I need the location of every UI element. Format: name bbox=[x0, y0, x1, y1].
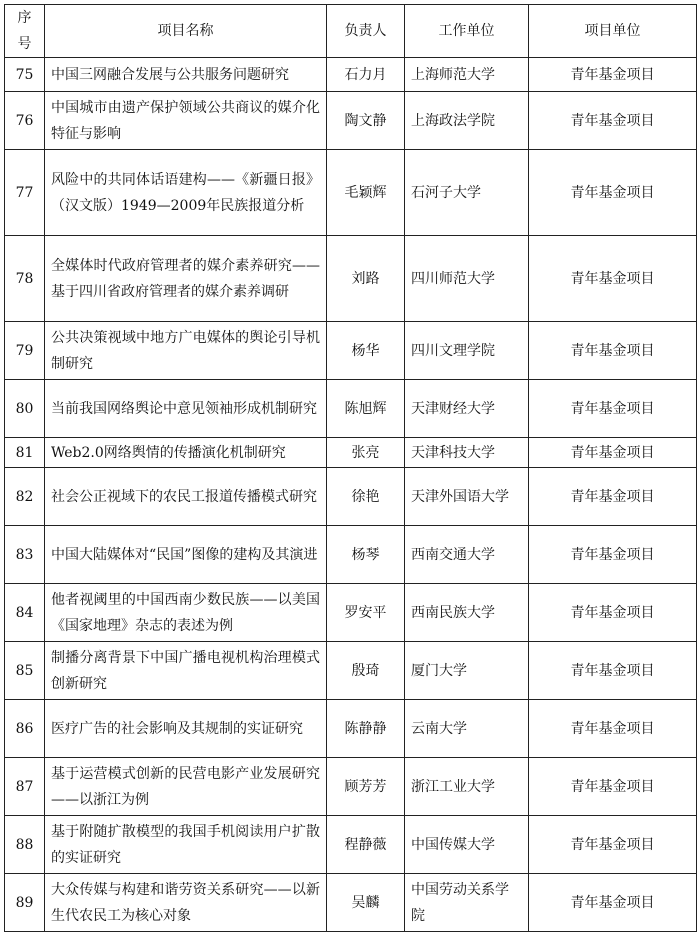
cell-project-name: 风险中的共同体话语建构——《新疆日报》（汉文版）1949—2009年民族报道分析 bbox=[45, 150, 327, 236]
cell-project-type: 青年基金项目 bbox=[529, 236, 697, 322]
cell-organization: 天津财经大学 bbox=[405, 380, 529, 438]
cell-project-type: 青年基金项目 bbox=[529, 526, 697, 584]
cell-organization: 西南交通大学 bbox=[405, 526, 529, 584]
cell-organization: 西南民族大学 bbox=[405, 584, 529, 642]
cell-project-type: 青年基金项目 bbox=[529, 700, 697, 758]
cell-project-name: 社会公正视域下的农民工报道传播模式研究 bbox=[45, 468, 327, 526]
cell-project-type: 青年基金项目 bbox=[529, 642, 697, 700]
table-row bbox=[5, 642, 697, 700]
table-body bbox=[5, 58, 697, 932]
cell-leader: 程静薇 bbox=[327, 816, 405, 874]
cell-no: 84 bbox=[5, 584, 45, 642]
table-row bbox=[5, 468, 697, 526]
cell-no: 80 bbox=[5, 380, 45, 438]
cell-leader: 杨琴 bbox=[327, 526, 405, 584]
cell-organization: 浙江工业大学 bbox=[405, 758, 529, 816]
table-row bbox=[5, 758, 697, 816]
cell-no: 89 bbox=[5, 874, 45, 932]
cell-organization: 厦门大学 bbox=[405, 642, 529, 700]
cell-organization: 中国劳动关系学院 bbox=[405, 874, 529, 932]
cell-leader: 罗安平 bbox=[327, 584, 405, 642]
cell-no: 77 bbox=[5, 150, 45, 236]
cell-project-name: 大众传媒与构建和谐劳资关系研究——以新生代农民工为核心对象 bbox=[45, 874, 327, 932]
cell-project-type: 青年基金项目 bbox=[529, 322, 697, 380]
table-row bbox=[5, 380, 697, 438]
cell-project-name: 中国城市由遗产保护领域公共商议的媒介化特征与影响 bbox=[45, 92, 327, 150]
cell-project-name: 全媒体时代政府管理者的媒介素养研究——基于四川省政府管理者的媒介素养调研 bbox=[45, 236, 327, 322]
cell-leader: 杨华 bbox=[327, 322, 405, 380]
cell-project-type: 青年基金项目 bbox=[529, 438, 697, 468]
cell-organization: 四川师范大学 bbox=[405, 236, 529, 322]
cell-project-type: 青年基金项目 bbox=[529, 468, 697, 526]
cell-project-name: 他者视阈里的中国西南少数民族——以美国《国家地理》杂志的表述为例 bbox=[45, 584, 327, 642]
table-row bbox=[5, 92, 697, 150]
cell-no: 75 bbox=[5, 58, 45, 92]
cell-project-type: 青年基金项目 bbox=[529, 58, 697, 92]
table-row bbox=[5, 526, 697, 584]
cell-leader: 陈旭辉 bbox=[327, 380, 405, 438]
cell-no: 85 bbox=[5, 642, 45, 700]
cell-project-name: 中国三网融合发展与公共服务问题研究 bbox=[45, 58, 327, 92]
header-org: 工作单位 bbox=[405, 5, 529, 58]
cell-no: 83 bbox=[5, 526, 45, 584]
cell-project-name: 基于运营模式创新的民营电影产业发展研究——以浙江为例 bbox=[45, 758, 327, 816]
cell-organization: 中国传媒大学 bbox=[405, 816, 529, 874]
header-name: 项目名称 bbox=[45, 5, 327, 58]
cell-project-name: 公共决策视域中地方广电媒体的舆论引导机制研究 bbox=[45, 322, 327, 380]
cell-project-type: 青年基金项目 bbox=[529, 92, 697, 150]
cell-no: 81 bbox=[5, 438, 45, 468]
cell-leader: 张亮 bbox=[327, 438, 405, 468]
cell-project-type: 青年基金项目 bbox=[529, 758, 697, 816]
cell-project-type: 青年基金项目 bbox=[529, 380, 697, 438]
table-row bbox=[5, 322, 697, 380]
cell-leader: 吴麟 bbox=[327, 874, 405, 932]
cell-leader: 殷琦 bbox=[327, 642, 405, 700]
cell-organization: 石河子大学 bbox=[405, 150, 529, 236]
cell-organization: 四川文理学院 bbox=[405, 322, 529, 380]
cell-leader: 顾芳芳 bbox=[327, 758, 405, 816]
cell-no: 79 bbox=[5, 322, 45, 380]
cell-organization: 天津科技大学 bbox=[405, 438, 529, 468]
cell-leader: 陶文静 bbox=[327, 92, 405, 150]
cell-project-name: 基于附随扩散模型的我国手机阅读用户扩散的实证研究 bbox=[45, 816, 327, 874]
cell-project-name: 医疗广告的社会影响及其规制的实证研究 bbox=[45, 700, 327, 758]
project-table bbox=[4, 4, 697, 932]
table-row bbox=[5, 584, 697, 642]
cell-project-type: 青年基金项目 bbox=[529, 874, 697, 932]
cell-project-type: 青年基金项目 bbox=[529, 584, 697, 642]
table-row bbox=[5, 816, 697, 874]
cell-project-type: 青年基金项目 bbox=[529, 816, 697, 874]
cell-leader: 石力月 bbox=[327, 58, 405, 92]
table-header-row bbox=[5, 5, 697, 58]
header-lead: 负责人 bbox=[327, 5, 405, 58]
cell-organization: 云南大学 bbox=[405, 700, 529, 758]
table-row bbox=[5, 438, 697, 468]
cell-organization: 上海师范大学 bbox=[405, 58, 529, 92]
table-row bbox=[5, 236, 697, 322]
table-row bbox=[5, 874, 697, 932]
cell-no: 82 bbox=[5, 468, 45, 526]
table-row bbox=[5, 700, 697, 758]
cell-project-name: 制播分离背景下中国广播电视机构治理模式创新研究 bbox=[45, 642, 327, 700]
header-no: 序号 bbox=[5, 5, 45, 58]
cell-project-name: 当前我国网络舆论中意见领袖形成机制研究 bbox=[45, 380, 327, 438]
cell-organization: 天津外国语大学 bbox=[405, 468, 529, 526]
table-row bbox=[5, 58, 697, 92]
cell-no: 87 bbox=[5, 758, 45, 816]
cell-project-name: 中国大陆媒体对“民国”图像的建构及其演进 bbox=[45, 526, 327, 584]
cell-leader: 陈静静 bbox=[327, 700, 405, 758]
cell-project-name: Web2.0网络舆情的传播演化机制研究 bbox=[45, 438, 327, 468]
cell-no: 88 bbox=[5, 816, 45, 874]
cell-leader: 刘路 bbox=[327, 236, 405, 322]
cell-leader: 徐艳 bbox=[327, 468, 405, 526]
cell-leader: 毛颖辉 bbox=[327, 150, 405, 236]
cell-organization: 上海政法学院 bbox=[405, 92, 529, 150]
header-type: 项目单位 bbox=[529, 5, 697, 58]
table-row bbox=[5, 150, 697, 236]
cell-no: 76 bbox=[5, 92, 45, 150]
cell-no: 86 bbox=[5, 700, 45, 758]
cell-no: 78 bbox=[5, 236, 45, 322]
cell-project-type: 青年基金项目 bbox=[529, 150, 697, 236]
